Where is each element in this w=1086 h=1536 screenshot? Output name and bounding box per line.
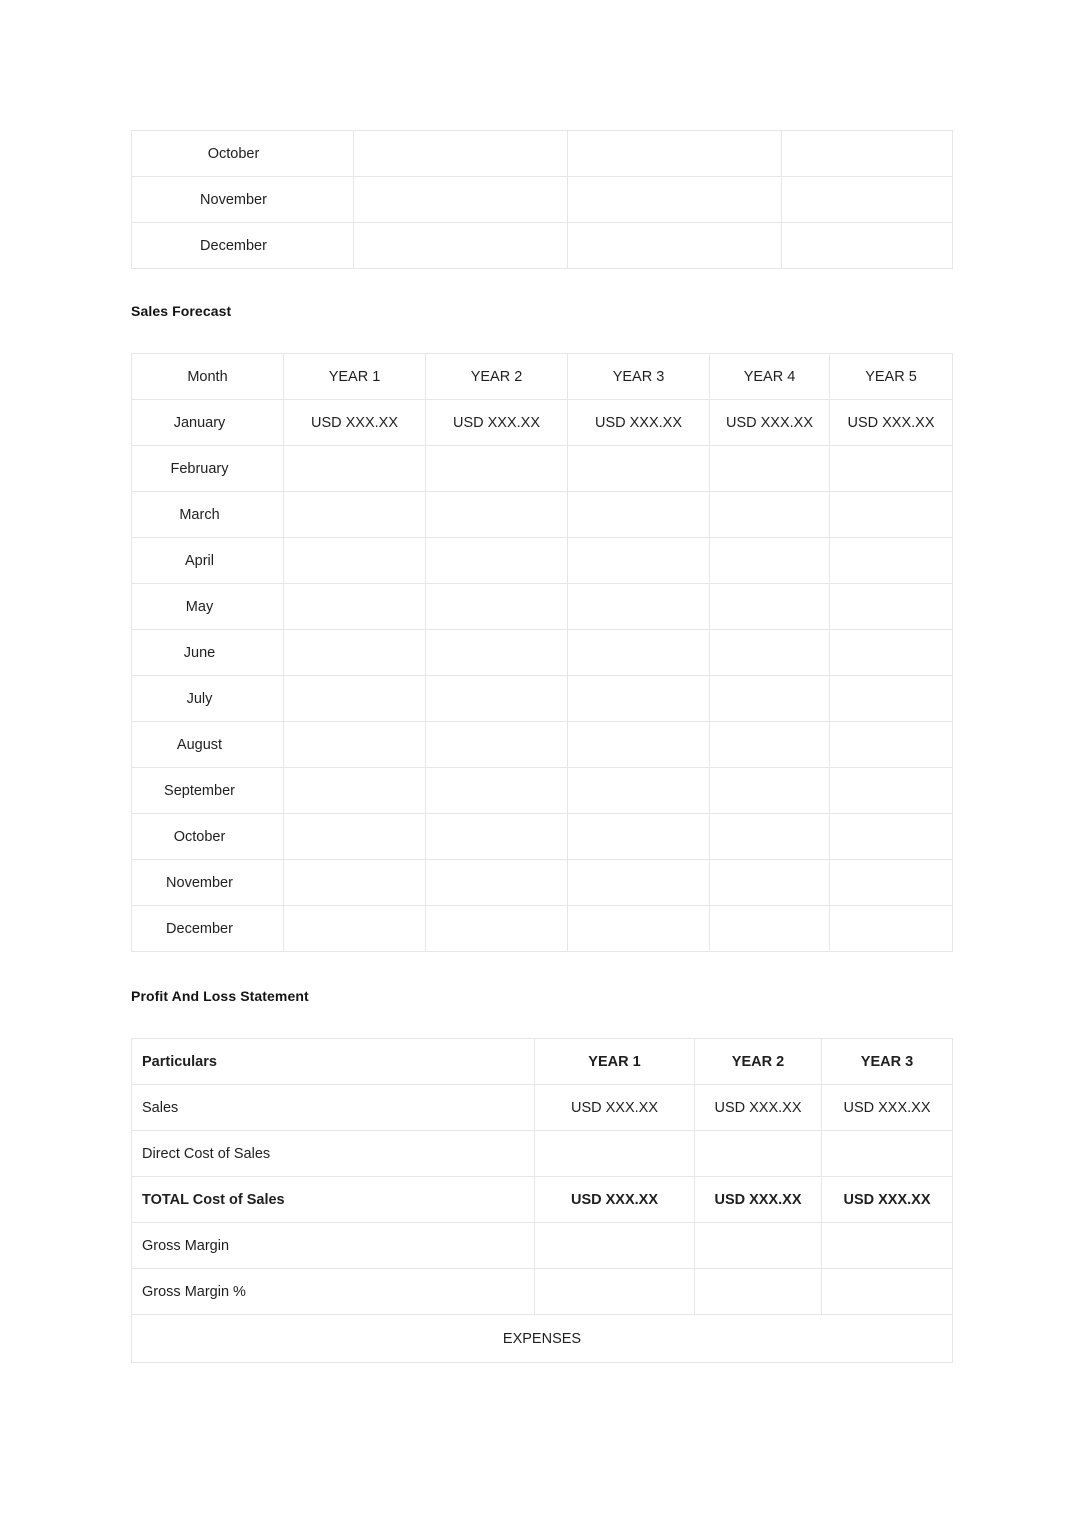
particular-label: Gross Margin %	[132, 1269, 535, 1315]
month-label: November	[132, 860, 284, 906]
value-cell[interactable]	[710, 492, 830, 538]
value-cell[interactable]	[710, 814, 830, 860]
months-continued-body	[132, 131, 953, 269]
value-cell[interactable]: USD XXX.XX	[822, 1085, 953, 1131]
value-cell[interactable]	[830, 722, 953, 768]
column-header-year-5: YEAR 5	[830, 354, 953, 400]
sales-forecast-table	[131, 353, 953, 952]
value-cell[interactable]	[822, 1223, 953, 1269]
value-cell[interactable]: USD XXX.XX	[535, 1177, 695, 1223]
month-label: April	[132, 538, 284, 584]
column-header-year-1: YEAR 1	[284, 354, 426, 400]
value-cell[interactable]	[426, 768, 568, 814]
month-label: July	[132, 676, 284, 722]
value-cell[interactable]	[830, 538, 953, 584]
month-label: October	[132, 814, 284, 860]
value-cell[interactable]	[284, 814, 426, 860]
value-cell[interactable]	[830, 446, 953, 492]
table-row	[132, 1269, 953, 1315]
spacer	[131, 952, 952, 988]
value-cell[interactable]	[284, 860, 426, 906]
table-row	[132, 131, 953, 177]
value-cell[interactable]	[426, 630, 568, 676]
value-cell[interactable]	[568, 630, 710, 676]
value-cell[interactable]	[284, 676, 426, 722]
column-header-year-2: YEAR 2	[426, 354, 568, 400]
value-cell[interactable]	[568, 446, 710, 492]
value-cell[interactable]: USD XXX.XX	[710, 400, 830, 446]
month-label: December	[132, 223, 354, 269]
value-cell[interactable]: USD XXX.XX	[284, 400, 426, 446]
value-cell[interactable]: USD XXX.XX	[822, 1177, 953, 1223]
document-page	[131, 130, 952, 1363]
value-cell[interactable]: USD XXX.XX	[535, 1085, 695, 1131]
table-row	[132, 814, 953, 860]
value-cell[interactable]	[354, 131, 568, 177]
value-cell[interactable]	[568, 906, 710, 952]
table-row	[132, 1223, 953, 1269]
table-row	[132, 492, 953, 538]
table-row	[132, 446, 953, 492]
value-cell[interactable]	[284, 492, 426, 538]
value-cell[interactable]	[426, 584, 568, 630]
value-cell[interactable]: USD XXX.XX	[830, 400, 953, 446]
value-cell[interactable]	[568, 538, 710, 584]
value-cell[interactable]	[830, 860, 953, 906]
month-label: January	[132, 400, 284, 446]
value-cell[interactable]	[695, 1269, 822, 1315]
column-header-year-1: YEAR 1	[535, 1039, 695, 1085]
value-cell[interactable]	[830, 584, 953, 630]
table-header-row	[132, 354, 953, 400]
value-cell[interactable]	[782, 177, 953, 223]
value-cell[interactable]	[426, 538, 568, 584]
value-cell[interactable]	[830, 676, 953, 722]
value-cell[interactable]	[822, 1269, 953, 1315]
value-cell[interactable]: USD XXX.XX	[426, 400, 568, 446]
profit-loss-body	[132, 1085, 953, 1363]
value-cell[interactable]	[284, 768, 426, 814]
table-header-row	[132, 1039, 953, 1085]
column-header-particulars: Particulars	[132, 1039, 535, 1085]
value-cell[interactable]	[426, 676, 568, 722]
value-cell[interactable]	[710, 630, 830, 676]
table-row	[132, 223, 953, 269]
table-row	[132, 538, 953, 584]
value-cell[interactable]	[426, 814, 568, 860]
table-row	[132, 768, 953, 814]
value-cell[interactable]	[568, 492, 710, 538]
value-cell[interactable]	[284, 630, 426, 676]
month-label: September	[132, 768, 284, 814]
value-cell[interactable]	[568, 177, 782, 223]
table-row	[132, 584, 953, 630]
value-cell[interactable]	[830, 492, 953, 538]
value-cell[interactable]	[710, 860, 830, 906]
value-cell[interactable]	[568, 768, 710, 814]
months-continued-table	[131, 130, 953, 269]
column-header-year-3: YEAR 3	[822, 1039, 953, 1085]
value-cell[interactable]	[568, 584, 710, 630]
column-header-month: Month	[132, 354, 284, 400]
sales-forecast-heading: Sales Forecast	[131, 303, 232, 319]
particular-label: Direct Cost of Sales	[132, 1131, 535, 1177]
value-cell[interactable]	[830, 768, 953, 814]
value-cell[interactable]	[284, 538, 426, 584]
table-row-total	[132, 1177, 953, 1223]
table-row	[132, 1131, 953, 1177]
table-row	[132, 177, 953, 223]
value-cell[interactable]	[354, 223, 568, 269]
month-label: November	[132, 177, 354, 223]
value-cell[interactable]	[426, 722, 568, 768]
particular-label: Gross Margin	[132, 1223, 535, 1269]
profit-loss-header	[132, 1039, 953, 1085]
value-cell[interactable]	[710, 676, 830, 722]
table-row	[132, 1085, 953, 1131]
column-header-year-4: YEAR 4	[710, 354, 830, 400]
table-row	[132, 400, 953, 446]
spacer	[131, 319, 952, 353]
value-cell[interactable]	[284, 584, 426, 630]
column-header-year-2: YEAR 2	[695, 1039, 822, 1085]
profit-loss-table	[131, 1038, 953, 1363]
spacer	[131, 1004, 952, 1038]
value-cell[interactable]	[354, 177, 568, 223]
sales-forecast-body	[132, 400, 953, 952]
value-cell[interactable]	[426, 492, 568, 538]
value-cell[interactable]	[535, 1223, 695, 1269]
value-cell[interactable]: USD XXX.XX	[695, 1177, 822, 1223]
value-cell[interactable]	[426, 906, 568, 952]
month-label: June	[132, 630, 284, 676]
value-cell[interactable]	[568, 676, 710, 722]
value-cell[interactable]	[568, 131, 782, 177]
value-cell[interactable]: USD XXX.XX	[695, 1085, 822, 1131]
expenses-section-label: EXPENSES	[132, 1315, 953, 1363]
particular-label: TOTAL Cost of Sales	[132, 1177, 535, 1223]
value-cell[interactable]	[710, 584, 830, 630]
month-label: March	[132, 492, 284, 538]
table-row	[132, 860, 953, 906]
value-cell[interactable]	[782, 131, 953, 177]
value-cell[interactable]	[710, 538, 830, 584]
value-cell[interactable]	[710, 722, 830, 768]
value-cell[interactable]	[710, 446, 830, 492]
value-cell[interactable]	[782, 223, 953, 269]
month-label: August	[132, 722, 284, 768]
value-cell[interactable]	[535, 1269, 695, 1315]
value-cell[interactable]	[568, 223, 782, 269]
particular-label: Sales	[132, 1085, 535, 1131]
value-cell[interactable]	[284, 906, 426, 952]
table-row	[132, 722, 953, 768]
value-cell[interactable]	[535, 1131, 695, 1177]
value-cell[interactable]	[822, 1131, 953, 1177]
value-cell[interactable]	[284, 722, 426, 768]
value-cell[interactable]	[568, 814, 710, 860]
table-row	[132, 630, 953, 676]
value-cell[interactable]	[695, 1131, 822, 1177]
month-label: May	[132, 584, 284, 630]
table-row	[132, 676, 953, 722]
value-cell[interactable]	[284, 446, 426, 492]
value-cell[interactable]	[830, 906, 953, 952]
month-label: February	[132, 446, 284, 492]
value-cell[interactable]	[426, 446, 568, 492]
column-header-year-3: YEAR 3	[568, 354, 710, 400]
sales-forecast-header	[132, 354, 953, 400]
value-cell[interactable]	[710, 768, 830, 814]
value-cell[interactable]: USD XXX.XX	[568, 400, 710, 446]
value-cell[interactable]	[830, 814, 953, 860]
value-cell[interactable]	[695, 1223, 822, 1269]
table-row	[132, 906, 953, 952]
value-cell[interactable]	[426, 860, 568, 906]
table-section-row	[132, 1315, 953, 1363]
value-cell[interactable]	[568, 860, 710, 906]
value-cell[interactable]	[830, 630, 953, 676]
month-label: October	[132, 131, 354, 177]
month-label: December	[132, 906, 284, 952]
value-cell[interactable]	[568, 722, 710, 768]
value-cell[interactable]	[710, 906, 830, 952]
profit-loss-heading: Profit And Loss Statement	[131, 988, 309, 1004]
spacer	[131, 269, 952, 303]
